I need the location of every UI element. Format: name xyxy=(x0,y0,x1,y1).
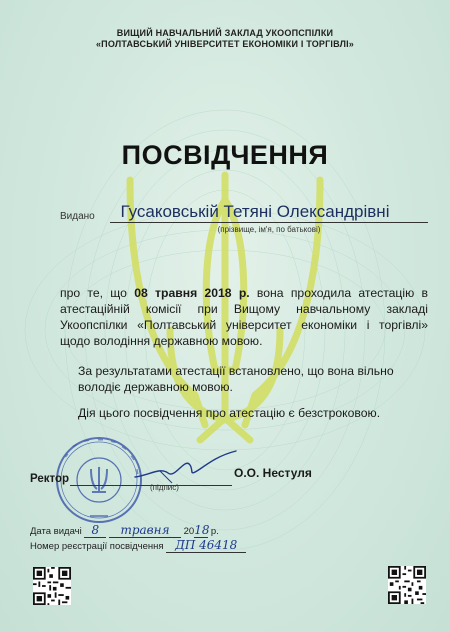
registration-number: ДП 46418 xyxy=(166,538,246,553)
issued-label: Видано xyxy=(60,211,95,222)
name-underline xyxy=(110,222,428,223)
p1-before: про те, що xyxy=(60,286,135,300)
qr-code-icon xyxy=(33,567,71,605)
validity-paragraph xyxy=(60,405,428,421)
header-line-2: «ПОЛТАВСЬКИЙ УНІВЕРСИТЕТ ЕКОНОМІКИ І ТОРГІВЛІ» xyxy=(95,39,355,49)
issue-day: 8 xyxy=(84,523,106,538)
issue-date-label: Дата видачі xyxy=(30,526,82,537)
header-line-1: ВИЩИЙ НАВЧАЛЬНИЙ ЗАКЛАД УКООПСПІЛКИ xyxy=(116,28,334,38)
holder-name: Гусаковській Тетяні Олександрівні xyxy=(120,202,390,221)
issue-month: травня xyxy=(109,523,181,538)
document-title: ПОСВІДЧЕННЯ xyxy=(121,140,329,170)
attestation-paragraph xyxy=(60,285,428,349)
p1-after: вона проходила атестацію в атестаційній комісії при Вищому навчальному закладі Укоопспілки «Полтавський університет економіки і торгівлі» щодо володіння державною мовою. xyxy=(60,286,428,348)
result-text: За результатами атестації встановлено, що вона вільно володіє державною мовою. xyxy=(78,364,394,394)
attestation-date: 08 травня 2018 р. xyxy=(134,286,250,300)
institution-header xyxy=(0,28,450,50)
registration-row xyxy=(30,538,246,553)
result-paragraph xyxy=(60,363,428,395)
registration-label: Номер реєстрації посвідчення xyxy=(30,541,164,552)
qr-code-icon xyxy=(388,566,426,604)
signature-hint: (підпис) xyxy=(150,483,179,492)
rector-label: Ректор xyxy=(30,473,70,485)
validity-text: Дія цього посвідчення про атестацію є безстроковою. xyxy=(78,406,381,420)
issue-year-prefix: 20 xyxy=(183,526,195,537)
issue-date-row xyxy=(30,523,219,538)
issue-year-suffix: 18 xyxy=(194,523,210,537)
signature-icon xyxy=(130,447,240,487)
name-hint: (прізвище, ім'я, по батькові) xyxy=(217,225,321,234)
rector-name: О.О. Нестуля xyxy=(234,466,312,480)
issue-year-end: р. xyxy=(210,526,219,537)
